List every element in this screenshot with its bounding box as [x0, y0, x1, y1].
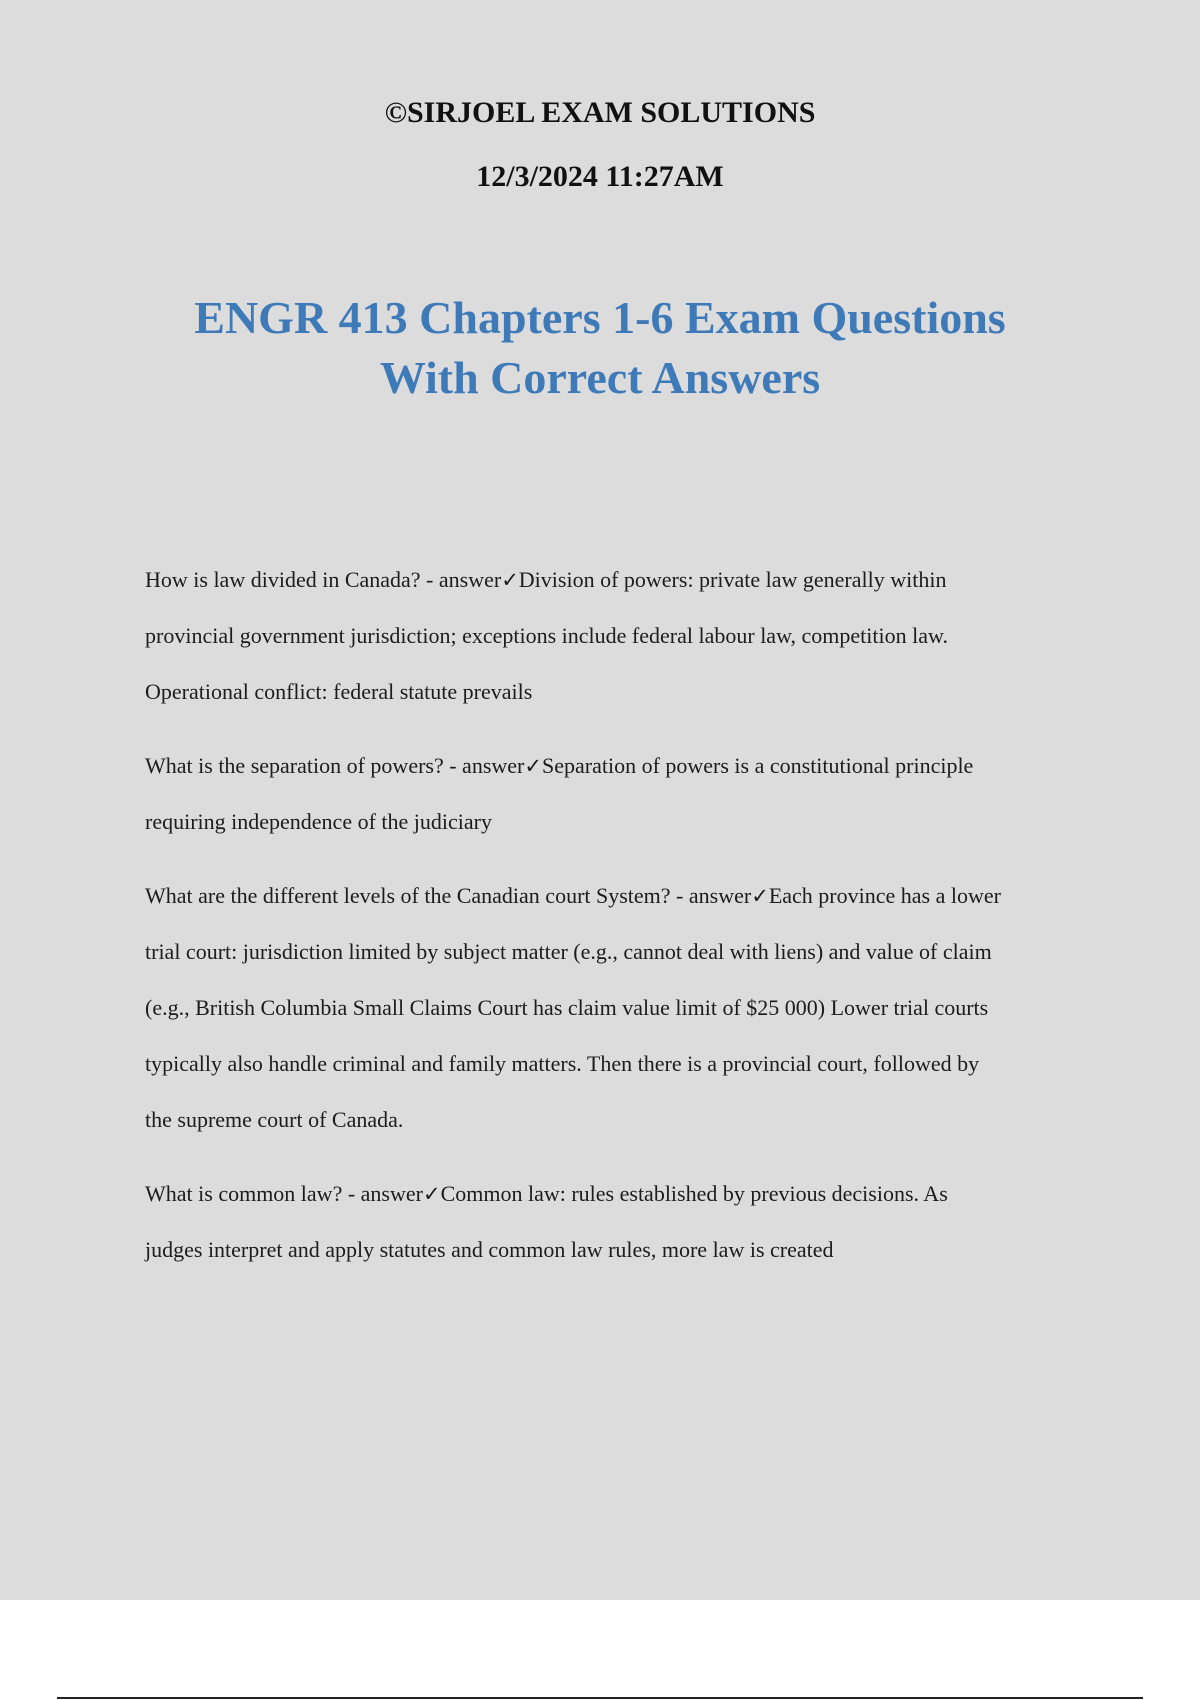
answer-line: trial court: jurisdiction limited by subject matter (e.g., cannot deal with liens) and value of claim: [145, 939, 992, 964]
document-title: [100, 288, 1100, 408]
qa-item: [145, 868, 1095, 1148]
qa-item: [145, 738, 1095, 850]
qa-first-line: [145, 1166, 1095, 1222]
qa-item: [145, 1166, 1095, 1278]
answer-text: Each province has a lower: [768, 883, 1001, 908]
answer-line: provincial government jurisdiction; exceptions include federal labour law, competition law.: [145, 623, 948, 648]
check-mark-icon: ✓: [751, 884, 769, 908]
qa-first-line: [145, 868, 1095, 924]
page-divider: [57, 1697, 1143, 1699]
answer-line: typically also handle criminal and family matters. Then there is a provincial court, followed by: [145, 1051, 980, 1076]
check-mark-icon: ✓: [422, 1182, 441, 1206]
date-time-header: 12/3/2024 11:27AM: [476, 160, 724, 193]
answer-text: Division of powers: private law generally within: [518, 567, 947, 592]
answer-text: Separation of powers is a constitutional principle: [541, 753, 974, 778]
brand-header: ©SIRJOEL EXAM SOLUTIONS: [384, 96, 816, 129]
question-text: How is law divided in Canada? - answer: [145, 567, 502, 592]
question-text: What are the different levels of the Canadian court System? - answer: [145, 883, 752, 908]
qa-list: [145, 552, 1095, 1296]
answer-line: requiring independence of the judiciary: [145, 809, 492, 834]
question-text: What is common law? - answer: [145, 1181, 423, 1206]
answer-line: judges interpret and apply statutes and common law rules, more law is created: [145, 1237, 834, 1262]
answer-line: the supreme court of Canada.: [145, 1107, 404, 1132]
qa-first-line: [145, 552, 1095, 608]
answer-line: Operational conflict: federal statute prevails: [145, 679, 533, 704]
check-mark-icon: ✓: [524, 754, 542, 778]
question-text: What is the separation of powers? - answer: [145, 753, 525, 778]
answer-line: (e.g., British Columbia Small Claims Court has claim value limit of $25 000) Lower trial courts: [145, 995, 989, 1020]
check-mark-icon: ✓: [501, 568, 519, 592]
answer-text: Common law: rules established by previous decisions. As: [440, 1181, 948, 1206]
qa-first-line: [145, 738, 1095, 794]
title-line-1: ENGR 413 Chapters 1-6 Exam Questions: [194, 292, 1006, 343]
title-line-2: With Correct Answers: [379, 352, 821, 403]
qa-item: [145, 552, 1095, 720]
